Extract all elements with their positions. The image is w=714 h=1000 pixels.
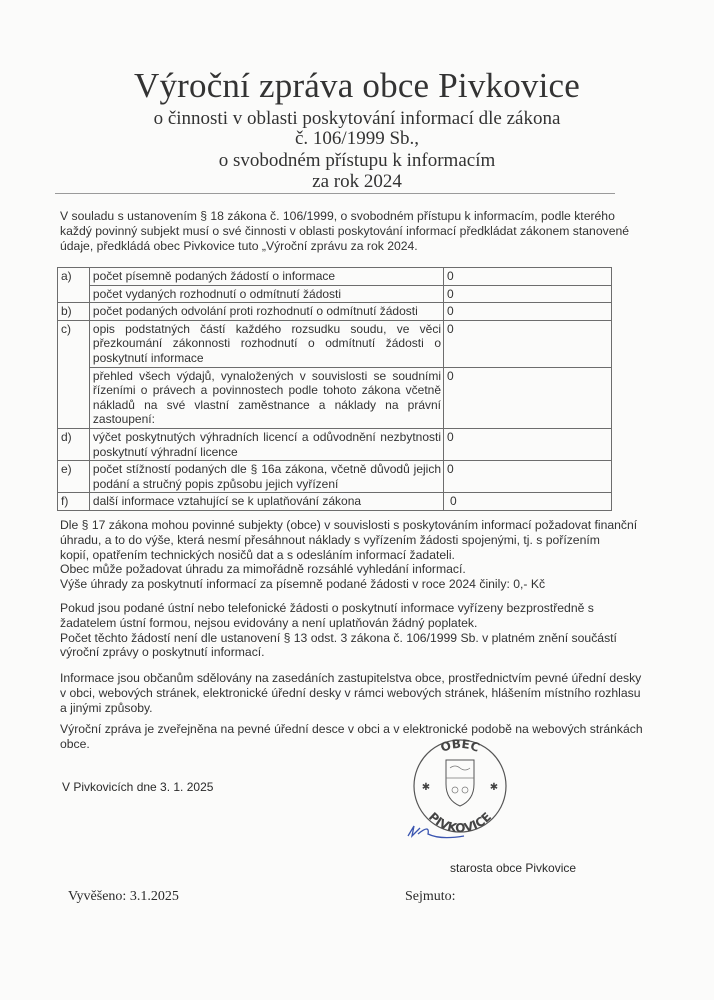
intro-line: každý povinný subjekt musí o své činnosti v oblasti poskytování informací předkládat zákonem stanovené (60, 223, 630, 238)
subtitle-line-1: o činnosti v oblasti poskytování informací dle zákona (153, 108, 561, 129)
info-line: Informace jsou občanům sdělovány na zasedáních zastupitelstva obce, prostřednictvím pevné úřední desky (60, 671, 642, 685)
oral-line: Počet těchto žádostí není dle ustanovení § 13 odst. 3 zákona č. 106/1999 Sb. v platném znění součástí (60, 630, 617, 645)
place-and-date: V Pivkovicích dne 3. 1. 2025 (62, 780, 214, 794)
row-value: 0 (444, 285, 612, 303)
report-table (57, 267, 612, 511)
oral-line: výroční zprávy o poskytnutí informací. (60, 645, 265, 660)
row-text: opis podstatných částí každého rozsudku soudu, ve věci přezkoumání zákonnosti rozhodnutí o odmítnutí žádosti o poskytnutí informace (89, 320, 443, 367)
row-value: 0 (444, 493, 612, 511)
table-row (58, 428, 612, 460)
table-row (58, 285, 612, 303)
oral-requests-paragraph (60, 601, 660, 660)
row-label: b) (58, 303, 90, 321)
fees-paragraph (60, 518, 660, 592)
row-text: počet písemně podaných žádostí o informace (89, 268, 443, 286)
subtitle-line-2: č. 106/1999 Sb., (294, 128, 420, 149)
row-label: d) (58, 428, 90, 460)
table-row (58, 320, 612, 367)
publication-paragraph (60, 722, 660, 752)
signer-title: starosta obce Pivkovice (450, 861, 577, 875)
row-value: 0 (444, 303, 612, 321)
row-text: výčet poskytnutých výhradních licencí a odůvodnění nezbytnosti poskytnutí výhradní licence (89, 428, 443, 460)
row-value: 0 (444, 428, 612, 460)
subtitle-line-3: o svobodném přístupu k informacím (218, 150, 496, 171)
stamp-top-text: OBEC (438, 738, 482, 755)
intro-line: V souladu s ustanovením § 18 zákona č. 106/1999, o svobodném přístupu k informacím, podle kterého (60, 209, 615, 223)
oral-line: Pokud jsou podané ústní nebo telefonické žádosti o poskytnutí informace vyřízeny bezprostředně s (60, 601, 594, 615)
information-channels-paragraph (60, 671, 660, 715)
row-label: f) (58, 493, 90, 511)
table-row (58, 268, 612, 286)
table-row (58, 367, 612, 428)
row-text: další informace vztahující se k uplatňování zákona (89, 493, 443, 511)
info-line: a jinými způsoby. (60, 700, 153, 715)
document-title: Výroční zpráva obce Pivkovice (133, 66, 581, 105)
intro-paragraph (60, 209, 660, 253)
removed-date: Sejmuto: (405, 889, 456, 904)
row-text: přehled všech výdajů, vynaložených v souvislosti se soudními řízeními o právech a povinnostech podle tohoto zákona včetně nákladů na své vlastní zaměstnance a náklady na právní zastoupení: (89, 367, 443, 428)
row-value: 0 (444, 367, 612, 428)
stamp-bottom-text: PIVKOVICE (426, 809, 494, 836)
publication-line: Výroční zpráva je zveřejněna na pevné úřední desce v obci a v elektronické podobě na webových stránkách (60, 722, 643, 736)
table-row (58, 493, 612, 511)
row-text: počet vydaných rozhodnutí o odmítnutí žádosti (89, 285, 443, 303)
table-row (58, 303, 612, 321)
row-label: e) (58, 461, 90, 493)
fees-line: úhradu, a to do výše, která nesmí přesáhnout náklady s vyřízením žádosti spojenými, tj. s pořízením (60, 532, 600, 547)
row-text: počet stížností podaných dle § 16a zákona, včetně důvodů jejich podání a stručný popis způsobu jejich vyřízení (89, 461, 443, 493)
coat-of-arms-icon (446, 760, 474, 806)
subtitle-line-4: za rok 2024 (312, 171, 402, 192)
fees-line: Výše úhrady za poskytnutí informací za písemně podané žádosti v roce 2024 činily: 0,- Kč (60, 577, 546, 592)
oral-line: žadatelem ústní formou, nejsou evidovány a není uplatňován žádný poplatek. (60, 615, 478, 630)
municipal-stamp (400, 738, 520, 843)
row-label: a) (58, 268, 90, 303)
posted-date: Vyvěšeno: 3.1.2025 (68, 889, 179, 904)
row-text: počet podaných odvolání proti rozhodnutí o odmítnutí žádosti (89, 303, 443, 321)
row-value: 0 (444, 268, 612, 286)
fees-line: kopií, opatřením technických nosičů dat a s odesláním informací žadateli. (60, 547, 455, 562)
publication-line: obce. (60, 736, 90, 751)
stamp-star-icon: ✱ (489, 782, 499, 793)
row-label: c) (58, 320, 90, 428)
intro-line: údaje, předkládá obec Pivkovice tuto „Výroční zprávu za rok 2024. (60, 238, 418, 253)
title-divider (55, 193, 615, 194)
row-value: 0 (444, 461, 612, 493)
stamp-star-icon: ✱ (421, 782, 431, 793)
table-row (58, 461, 612, 493)
fees-line: Obec může požadovat úhradu za mimořádně rozsáhlé vyhledání informací. (60, 562, 466, 577)
row-value: 0 (444, 320, 612, 367)
info-line: v obci, webových stránek, elektronické úřední desky v rámci webových stránek, hlášením místního rozhlasu (60, 685, 641, 700)
fees-line: Dle § 17 zákona mohou povinné subjekty (obce) v souvislosti s poskytováním informací požadovat finanční (60, 518, 638, 532)
